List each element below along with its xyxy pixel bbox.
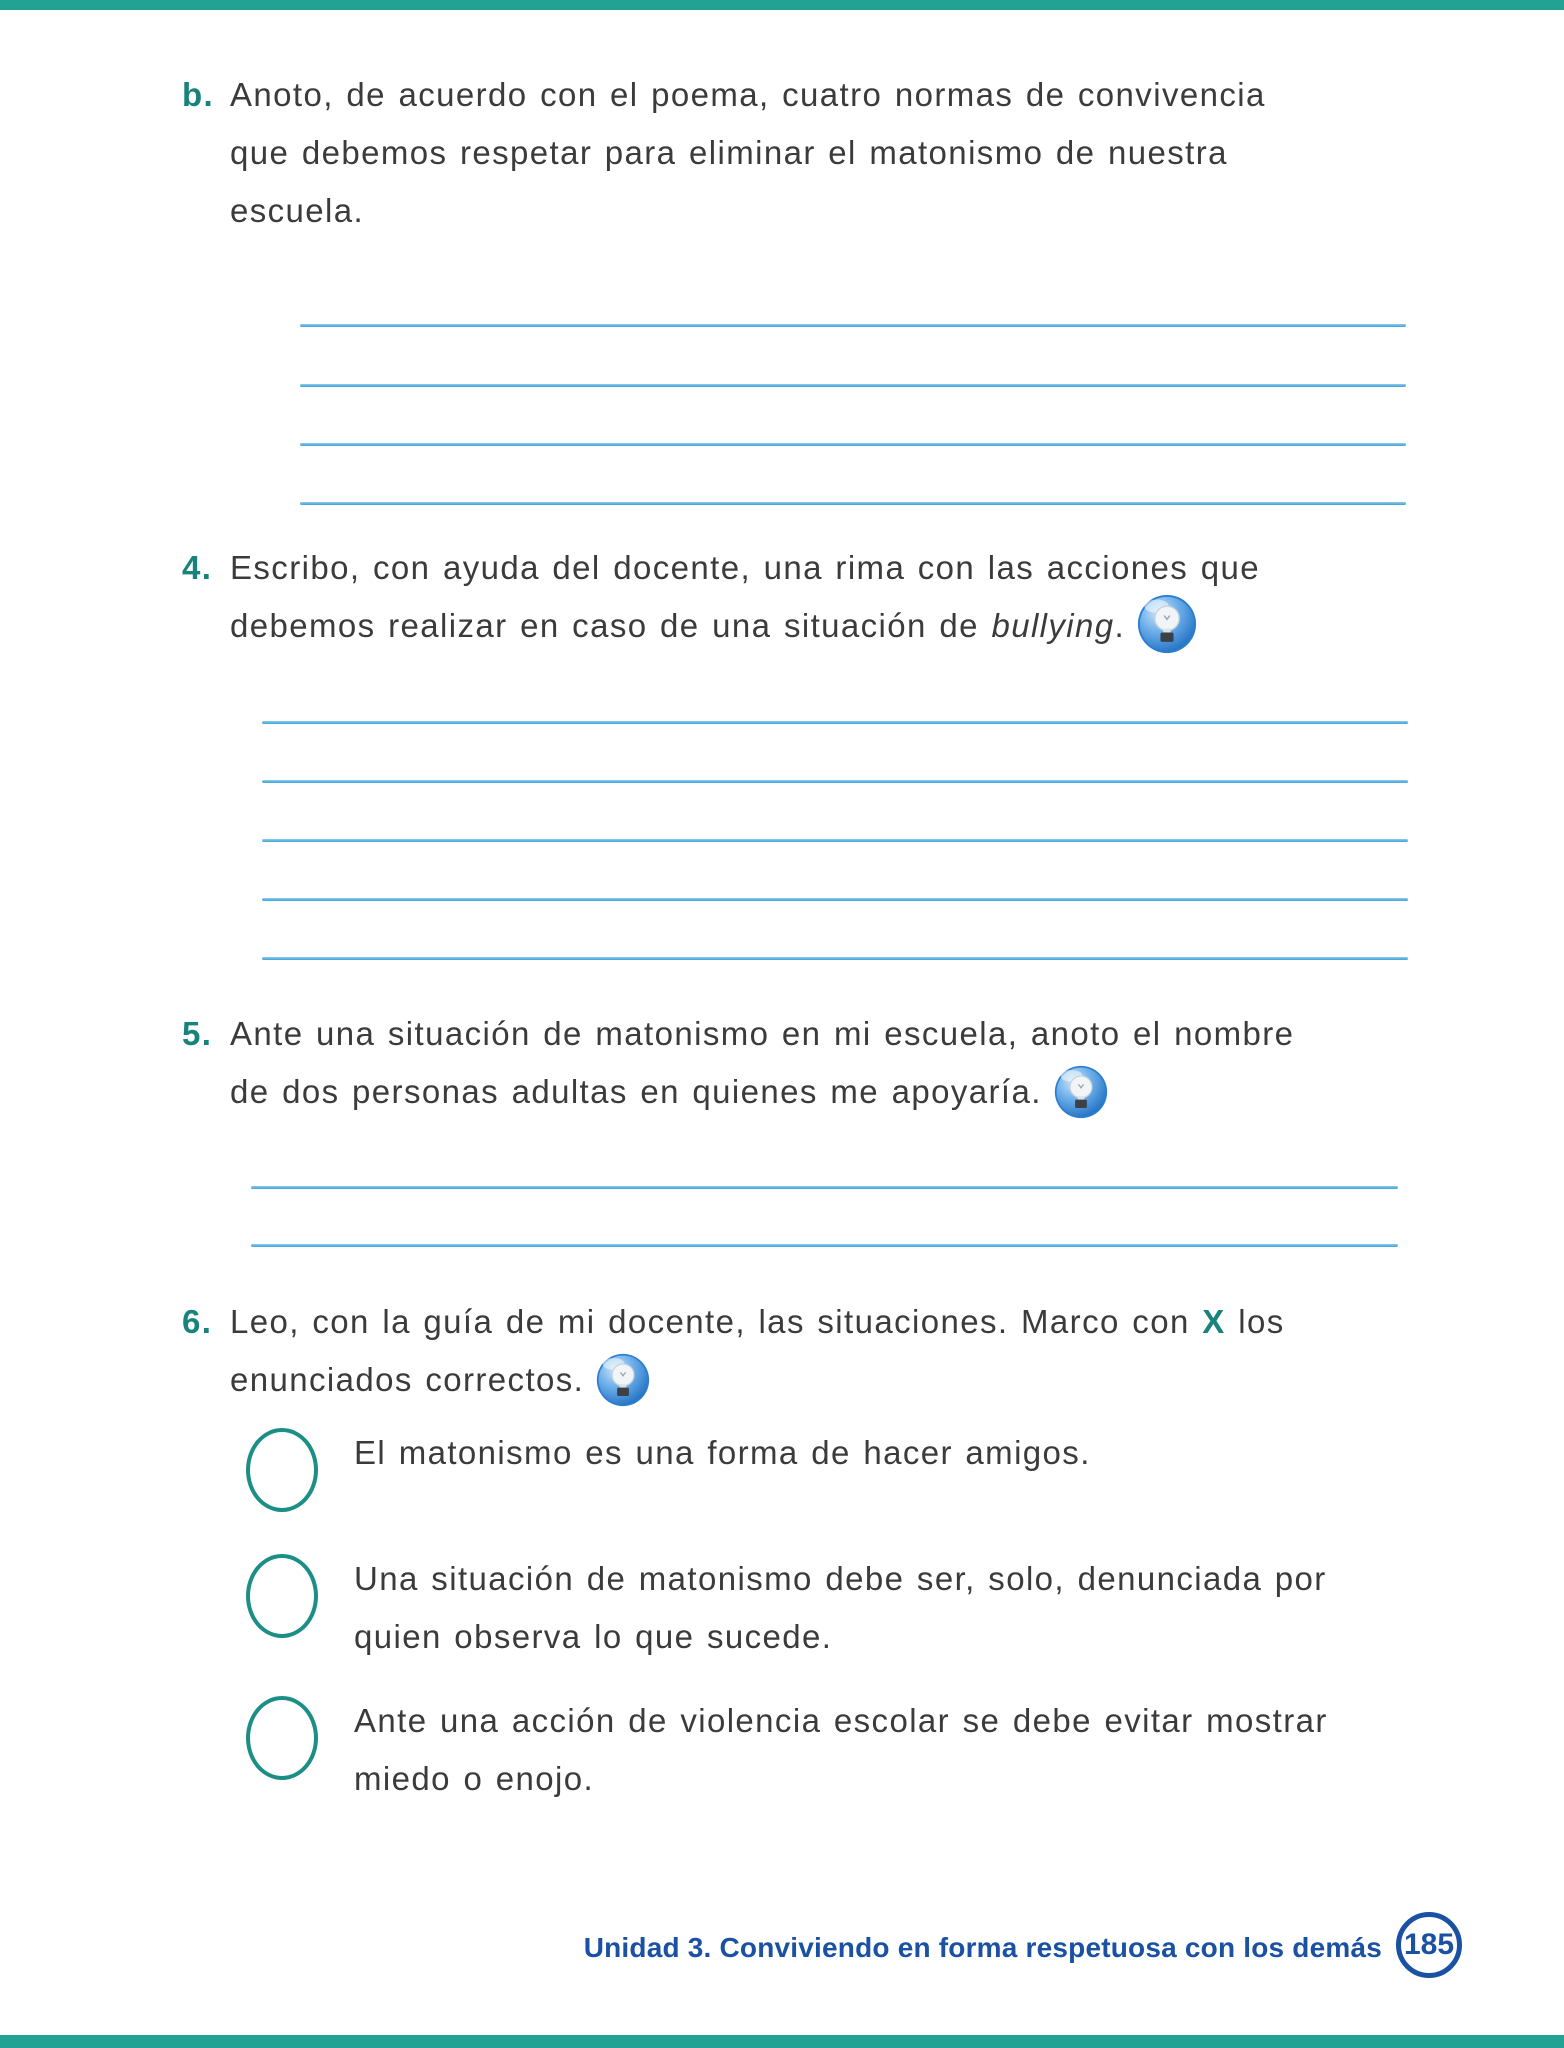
answer-line[interactable] (251, 1186, 1398, 1189)
lightbulb-icon (596, 1353, 650, 1407)
lightbulb-icon (1054, 1065, 1108, 1119)
page-top-bar (0, 0, 1564, 10)
item-6-line-1-text: Leo, con la guía de mi docente, las situaciones. Marco con (230, 1303, 1203, 1340)
option-3-text-line-2: miedo o enojo. (354, 1760, 595, 1797)
option-2-text-line-1: Una situación de matonismo debe ser, solo, denunciada por (354, 1560, 1327, 1597)
item-b-line-2: que debemos respetar para eliminar el matonismo de nuestra (230, 134, 1228, 171)
option-checkbox[interactable] (246, 1554, 318, 1638)
item-6-line-2-text: enunciados correctos. (230, 1361, 585, 1398)
answer-line[interactable] (262, 839, 1408, 842)
footer-unit-label: Unidad 3. Conviviendo en forma respetuosa con los demás (583, 1932, 1382, 1963)
answer-line[interactable] (262, 898, 1408, 901)
answer-line[interactable] (300, 324, 1406, 327)
item-4-line-2-text: debemos realizar en caso de una situación de (230, 607, 992, 644)
item-4-number: 4. (182, 549, 213, 586)
item-5-line-2-text: de dos personas adultas en quienes me apoyaría. (230, 1073, 1042, 1110)
item-b-line-3: escuela. (230, 192, 365, 229)
answer-line[interactable] (300, 384, 1406, 387)
option-checkbox[interactable] (246, 1696, 318, 1780)
item-b-line-1: Anoto, de acuerdo con el poema, cuatro normas de convivencia (230, 76, 1266, 113)
item-5-number: 5. (182, 1015, 213, 1052)
option-row (246, 1424, 1091, 1512)
answer-line[interactable] (262, 780, 1408, 783)
option-row (246, 1692, 1328, 1808)
item-6-x-mark: X (1202, 1303, 1226, 1340)
option-row (246, 1550, 1327, 1666)
answer-line[interactable] (300, 502, 1406, 505)
item-6-line-2 (230, 1351, 1430, 1409)
answer-line[interactable] (251, 1244, 1398, 1247)
option-checkbox[interactable] (246, 1428, 318, 1512)
item-5-line-1: Ante una situación de matonismo en mi escuela, anoto el nombre (230, 1015, 1295, 1052)
exercise-item-6 (182, 1293, 1430, 1409)
exercise-item-5 (182, 1005, 1430, 1121)
page-bottom-bar (0, 2035, 1564, 2048)
item-4-line-2-period: . (1114, 607, 1126, 644)
item-4-line-1: Escribo, con ayuda del docente, una rima con las acciones que (230, 549, 1260, 586)
item-6-line-1-tail: los (1225, 1303, 1285, 1340)
item-4-line-2 (230, 597, 1430, 658)
option-3-text-line-1: Ante una acción de violencia escolar se debe evitar mostrar (354, 1702, 1328, 1739)
item-b-number: b. (182, 76, 215, 113)
exercise-item-b (182, 66, 1430, 240)
answer-line[interactable] (262, 957, 1408, 960)
item-6-number: 6. (182, 1303, 213, 1340)
item-5-line-2 (230, 1063, 1430, 1121)
page-number-badge (1396, 1912, 1462, 1978)
option-2-text-line-2: quien observa lo que sucede. (354, 1618, 833, 1655)
page-number: 185 (1403, 1928, 1455, 1961)
option-1-text: El matonismo es una forma de hacer amigos. (354, 1434, 1091, 1471)
exercise-item-4 (182, 539, 1430, 658)
answer-line[interactable] (300, 443, 1406, 446)
lightbulb-icon (1137, 594, 1197, 654)
item-4-italic-word: bullying (991, 607, 1115, 644)
item-6-line-1 (230, 1293, 1430, 1351)
answer-line[interactable] (262, 721, 1408, 724)
